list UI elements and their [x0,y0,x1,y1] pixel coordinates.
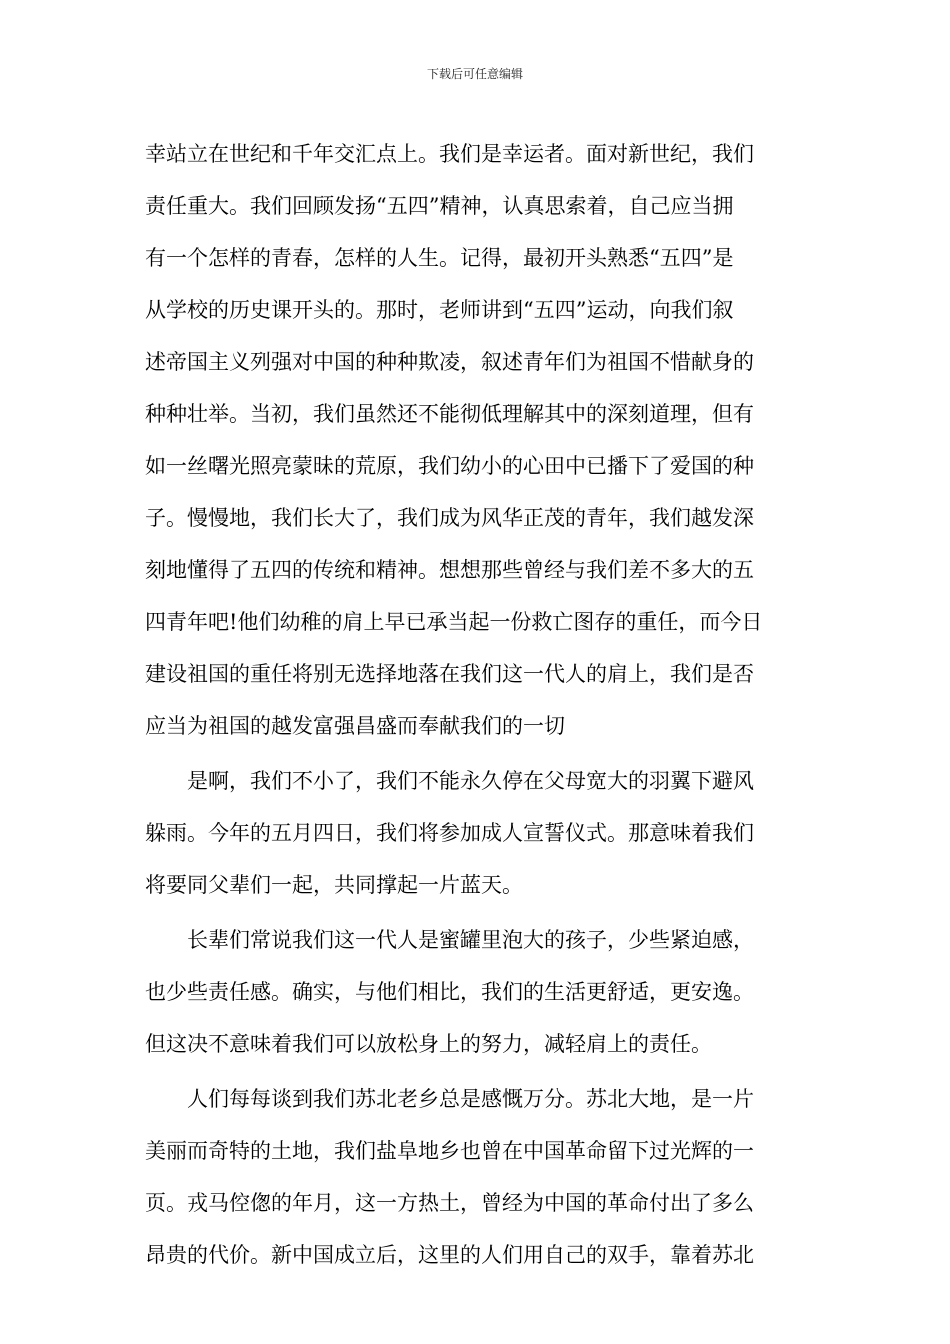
document-body [145,131,807,1284]
text-line: 建设祖国的重任将别无选择地落在我们这一代人的肩上，我们是否 [145,662,754,686]
text-line: 刻地懂得了五四的传统和精神。想想那些曾经与我们差不多大的五 [145,558,754,582]
paragraph [145,917,807,1073]
text-line: 责任重大。我们回顾发扬“五四”精神，认真思索着，自己应当拥 [145,194,734,218]
page-header: 下载后可任意编辑 [426,67,523,81]
text-line: 种种壮举。当初，我们虽然还不能彻低理解其中的深刻道理，但有 [145,402,754,426]
text-line: 将要同父辈们一起，共同撑起一片蓝天。 [145,873,523,897]
text-line: 如一丝曙光照亮蒙昧的荒原，我们幼小的心田中已播下了爱国的种 [145,454,754,478]
text-line: 应当为祖国的越发富强昌盛而奉献我们的一切 [145,714,565,738]
text-line: 幸站立在世纪和千年交汇点上。我们是幸运者。面对新世纪，我们 [145,142,754,166]
text-line: 从学校的历史课开头的。那时，老师讲到“五四”运动，向我们叙 [145,298,734,322]
text-line: 长辈们常说我们这一代人是蜜罐里泡大的孩子，少些紧迫感， [187,928,754,952]
text-line: 也少些责任感。确实，与他们相比，我们的生活更舒适，更安逸。 [145,980,754,1004]
text-line: 但这决不意味着我们可以放松身上的努力，减轻肩上的责任。 [145,1032,712,1056]
text-line: 页。戎马倥偬的年月，这一方热土，曾经为中国的革命付出了多么 [145,1191,754,1215]
text-line: 昂贵的代价。新中国成立后，这里的人们用自己的双手，靠着苏北 [145,1243,754,1267]
paragraph [145,758,807,914]
text-line: 是啊，我们不小了，我们不能永久停在父母宽大的羽翼下避风 [187,769,754,793]
text-line: 躲雨。今年的五月四日，我们将参加成人宣誓仪式。那意味着我们 [145,821,754,845]
text-line: 四青年吧!他们幼稚的肩上早已承当起一份救亡图存的重任，而今日 [145,610,763,634]
text-line: 美丽而奇特的土地，我们盐阜地乡也曾在中国革命留下过光辉的一 [145,1139,754,1163]
paragraph [145,1076,807,1284]
text-line: 述帝国主义列强对中国的种种欺凌，叙述青年们为祖国不惜献身的 [145,350,754,374]
text-line: 有一个怎样的青春，怎样的人生。记得，最初开头熟悉“五四”是 [145,246,734,270]
paragraph [145,131,807,755]
text-line: 人们每每谈到我们苏北老乡总是感慨万分。苏北大地，是一片 [187,1087,754,1111]
text-line: 子。慢慢地，我们长大了，我们成为风华正茂的青年，我们越发深 [145,506,754,530]
